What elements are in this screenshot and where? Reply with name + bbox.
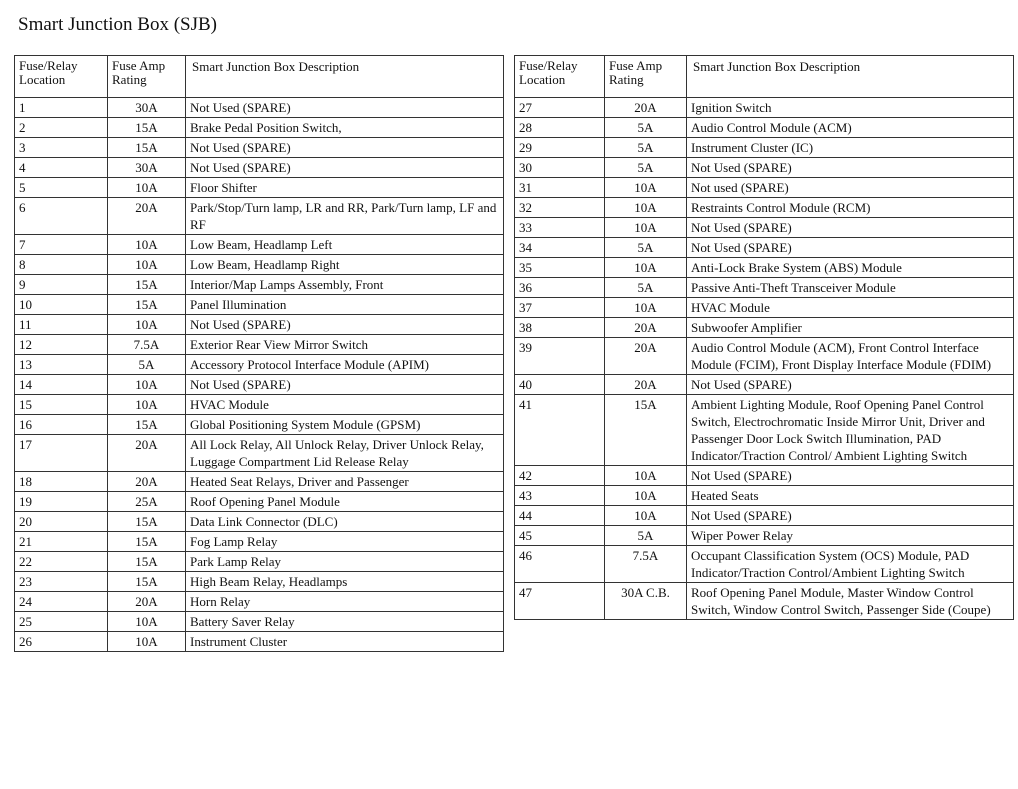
fuse-description-cell: Not Used (SPARE) xyxy=(687,218,1014,238)
fuse-description-cell: HVAC Module xyxy=(687,298,1014,318)
table-row xyxy=(15,632,504,652)
table-row xyxy=(515,526,1014,546)
fuse-description-cell: Not Used (SPARE) xyxy=(186,98,504,118)
fuse-description-cell: Roof Opening Panel Module xyxy=(186,492,504,512)
fuse-location-cell: 37 xyxy=(515,298,605,318)
fuse-location-cell: 17 xyxy=(15,435,108,472)
fuse-description-cell: Global Positioning System Module (GPSM) xyxy=(186,415,504,435)
fuse-location-cell: 44 xyxy=(515,506,605,526)
fuse-location-cell: 6 xyxy=(15,198,108,235)
description-header: Smart Junction Box Description xyxy=(186,56,504,98)
fuse-description-cell: HVAC Module xyxy=(186,395,504,415)
table-row xyxy=(515,466,1014,486)
fuse-description-cell: Exterior Rear View Mirror Switch xyxy=(186,335,504,355)
fuse-location-cell: 12 xyxy=(15,335,108,355)
fuse-rating-cell: 30A xyxy=(108,98,186,118)
fuse-description-cell: Panel Illumination xyxy=(186,295,504,315)
table-row xyxy=(515,546,1014,583)
table-row xyxy=(515,486,1014,506)
fuse-rating-cell: 10A xyxy=(108,395,186,415)
fuse-location-cell: 27 xyxy=(515,98,605,118)
table-row xyxy=(15,375,504,395)
table-row xyxy=(15,235,504,255)
fuse-rating-cell: 10A xyxy=(605,178,687,198)
fuse-description-cell: Not Used (SPARE) xyxy=(687,466,1014,486)
table-header-row xyxy=(515,56,1014,98)
fuse-rating-cell: 20A xyxy=(108,435,186,472)
fuse-rating-cell: 7.5A xyxy=(108,335,186,355)
table-row xyxy=(15,355,504,375)
fuse-description-cell: Not used (SPARE) xyxy=(687,178,1014,198)
fuse-description-cell: Audio Control Module (ACM) xyxy=(687,118,1014,138)
fuse-rating-cell: 10A xyxy=(605,198,687,218)
table-row xyxy=(515,318,1014,338)
rating-header: Fuse Amp Rating xyxy=(605,56,687,98)
fuse-rating-cell: 20A xyxy=(605,98,687,118)
fuse-rating-cell: 10A xyxy=(108,375,186,395)
fuse-description-cell: Heated Seat Relays, Driver and Passenger xyxy=(186,472,504,492)
fuse-description-cell: High Beam Relay, Headlamps xyxy=(186,572,504,592)
table-row xyxy=(15,295,504,315)
fuse-rating-cell: 10A xyxy=(108,632,186,652)
fuse-rating-cell: 15A xyxy=(108,512,186,532)
table-row xyxy=(15,532,504,552)
fuse-description-cell: Instrument Cluster (IC) xyxy=(687,138,1014,158)
fuse-rating-cell: 10A xyxy=(108,255,186,275)
rating-header: Fuse Amp Rating xyxy=(108,56,186,98)
fuse-location-cell: 3 xyxy=(15,138,108,158)
table-row xyxy=(15,158,504,178)
table-row xyxy=(515,158,1014,178)
table-row xyxy=(15,335,504,355)
fuse-rating-cell: 15A xyxy=(108,275,186,295)
table-row xyxy=(515,506,1014,526)
table-row xyxy=(515,258,1014,278)
fuse-description-cell: Accessory Protocol Interface Module (APIM) xyxy=(186,355,504,375)
fuse-description-cell: Interior/Map Lamps Assembly, Front xyxy=(186,275,504,295)
fuse-rating-cell: 15A xyxy=(605,395,687,466)
fuse-location-cell: 32 xyxy=(515,198,605,218)
table-row xyxy=(515,278,1014,298)
fuse-location-cell: 35 xyxy=(515,258,605,278)
fuse-location-cell: 18 xyxy=(15,472,108,492)
table-row xyxy=(15,435,504,472)
fuse-description-cell: Brake Pedal Position Switch, xyxy=(186,118,504,138)
fuse-description-cell: Low Beam, Headlamp Left xyxy=(186,235,504,255)
fuse-location-cell: 2 xyxy=(15,118,108,138)
fuse-rating-cell: 10A xyxy=(108,315,186,335)
table-row xyxy=(515,98,1014,118)
table-row xyxy=(515,178,1014,198)
description-header: Smart Junction Box Description xyxy=(687,56,1014,98)
table-row xyxy=(15,612,504,632)
fuse-description-cell: Park Lamp Relay xyxy=(186,552,504,572)
fuse-rating-cell: 20A xyxy=(108,592,186,612)
fuse-location-cell: 46 xyxy=(515,546,605,583)
table-row xyxy=(515,395,1014,466)
fuse-location-cell: 16 xyxy=(15,415,108,435)
fuse-rating-cell: 15A xyxy=(108,532,186,552)
fuse-table-left xyxy=(14,55,504,652)
fuse-location-cell: 14 xyxy=(15,375,108,395)
fuse-location-cell: 45 xyxy=(515,526,605,546)
fuse-description-cell: Subwoofer Amplifier xyxy=(687,318,1014,338)
fuse-description-cell: Not Used (SPARE) xyxy=(687,238,1014,258)
fuse-description-cell: Fog Lamp Relay xyxy=(186,532,504,552)
fuse-description-cell: Not Used (SPARE) xyxy=(687,506,1014,526)
location-header: Fuse/Relay Location xyxy=(515,56,605,98)
table-row xyxy=(515,338,1014,375)
fuse-description-cell: All Lock Relay, All Unlock Relay, Driver Unlock Relay, Luggage Compartment Lid Release Relay xyxy=(186,435,504,472)
fuse-rating-cell: 10A xyxy=(108,612,186,632)
fuse-location-cell: 23 xyxy=(15,572,108,592)
fuse-location-cell: 21 xyxy=(15,532,108,552)
fuse-description-cell: Ambient Lighting Module, Roof Opening Panel Control Switch, Electrochromatic Inside Mirror Unit, Driver and Passenger Door Lock Switch Illumination, PAD Indicator/Traction Control/ Ambient Lighting Switch xyxy=(687,395,1014,466)
table-row xyxy=(15,572,504,592)
table-row xyxy=(15,315,504,335)
fuse-rating-cell: 7.5A xyxy=(605,546,687,583)
fuse-rating-cell: 30A xyxy=(108,158,186,178)
fuse-rating-cell: 5A xyxy=(605,138,687,158)
fuse-rating-cell: 15A xyxy=(108,415,186,435)
table-row xyxy=(515,298,1014,318)
table-row xyxy=(515,238,1014,258)
table-row xyxy=(15,275,504,295)
table-row xyxy=(15,198,504,235)
fuse-description-cell: Wiper Power Relay xyxy=(687,526,1014,546)
fuse-location-cell: 34 xyxy=(515,238,605,258)
fuse-description-cell: Horn Relay xyxy=(186,592,504,612)
fuse-rating-cell: 5A xyxy=(605,278,687,298)
fuse-rating-cell: 10A xyxy=(605,486,687,506)
fuse-description-cell: Ignition Switch xyxy=(687,98,1014,118)
fuse-location-cell: 4 xyxy=(15,158,108,178)
fuse-location-cell: 36 xyxy=(515,278,605,298)
fuse-description-cell: Anti-Lock Brake System (ABS) Module xyxy=(687,258,1014,278)
fuse-description-cell: Floor Shifter xyxy=(186,178,504,198)
fuse-location-cell: 13 xyxy=(15,355,108,375)
fuse-location-cell: 30 xyxy=(515,158,605,178)
fuse-description-cell: Battery Saver Relay xyxy=(186,612,504,632)
table-row xyxy=(15,395,504,415)
fuse-rating-cell: 20A xyxy=(108,472,186,492)
fuse-rating-cell: 5A xyxy=(605,526,687,546)
fuse-location-cell: 31 xyxy=(515,178,605,198)
table-row xyxy=(15,512,504,532)
fuse-location-cell: 43 xyxy=(515,486,605,506)
fuse-location-cell: 1 xyxy=(15,98,108,118)
fuse-description-cell: Not Used (SPARE) xyxy=(186,375,504,395)
fuse-location-cell: 11 xyxy=(15,315,108,335)
fuse-rating-cell: 25A xyxy=(108,492,186,512)
table-row xyxy=(15,118,504,138)
fuse-location-cell: 20 xyxy=(15,512,108,532)
fuse-rating-cell: 10A xyxy=(605,506,687,526)
fuse-description-cell: Not Used (SPARE) xyxy=(186,138,504,158)
fuse-rating-cell: 10A xyxy=(605,466,687,486)
fuse-rating-cell: 20A xyxy=(108,198,186,235)
table-row xyxy=(15,472,504,492)
fuse-location-cell: 22 xyxy=(15,552,108,572)
table-row xyxy=(15,178,504,198)
fuse-description-cell: Not Used (SPARE) xyxy=(687,375,1014,395)
location-header: Fuse/Relay Location xyxy=(15,56,108,98)
page-title: Smart Junction Box (SJB) xyxy=(18,14,217,35)
table-row xyxy=(15,592,504,612)
fuse-description-cell: Not Used (SPARE) xyxy=(186,315,504,335)
fuse-description-cell: Not Used (SPARE) xyxy=(687,158,1014,178)
fuse-location-cell: 29 xyxy=(515,138,605,158)
table-row xyxy=(515,138,1014,158)
fuse-location-cell: 24 xyxy=(15,592,108,612)
fuse-table-right xyxy=(514,55,1014,620)
fuse-description-cell: Passive Anti-Theft Transceiver Module xyxy=(687,278,1014,298)
fuse-rating-cell: 10A xyxy=(605,258,687,278)
fuse-location-cell: 42 xyxy=(515,466,605,486)
fuse-description-cell: Data Link Connector (DLC) xyxy=(186,512,504,532)
fuse-description-cell: Occupant Classification System (OCS) Module, PAD Indicator/Traction Control/Ambient Lighting Switch xyxy=(687,546,1014,583)
fuse-location-cell: 15 xyxy=(15,395,108,415)
fuse-location-cell: 19 xyxy=(15,492,108,512)
fuse-rating-cell: 20A xyxy=(605,318,687,338)
fuse-rating-cell: 20A xyxy=(605,338,687,375)
table-row xyxy=(15,98,504,118)
fuse-rating-cell: 10A xyxy=(108,235,186,255)
fuse-location-cell: 10 xyxy=(15,295,108,315)
fuse-location-cell: 9 xyxy=(15,275,108,295)
fuse-rating-cell: 15A xyxy=(108,138,186,158)
fuse-rating-cell: 5A xyxy=(605,158,687,178)
fuse-location-cell: 28 xyxy=(515,118,605,138)
table-row xyxy=(515,218,1014,238)
fuse-rating-cell: 10A xyxy=(605,218,687,238)
table-header-row xyxy=(15,56,504,98)
fuse-rating-cell: 5A xyxy=(605,238,687,258)
fuse-description-cell: Low Beam, Headlamp Right xyxy=(186,255,504,275)
fuse-rating-cell: 5A xyxy=(108,355,186,375)
table-row xyxy=(15,492,504,512)
table-row xyxy=(515,198,1014,218)
fuse-location-cell: 5 xyxy=(15,178,108,198)
table-row xyxy=(15,552,504,572)
fuse-location-cell: 38 xyxy=(515,318,605,338)
fuse-rating-cell: 15A xyxy=(108,572,186,592)
fuse-location-cell: 47 xyxy=(515,583,605,620)
fuse-location-cell: 8 xyxy=(15,255,108,275)
fuse-rating-cell: 15A xyxy=(108,552,186,572)
fuse-location-cell: 39 xyxy=(515,338,605,375)
table-row xyxy=(15,138,504,158)
fuse-rating-cell: 10A xyxy=(108,178,186,198)
fuse-location-cell: 25 xyxy=(15,612,108,632)
fuse-rating-cell: 10A xyxy=(605,298,687,318)
fuse-description-cell: Restraints Control Module (RCM) xyxy=(687,198,1014,218)
fuse-rating-cell: 15A xyxy=(108,118,186,138)
fuse-location-cell: 7 xyxy=(15,235,108,255)
fuse-description-cell: Heated Seats xyxy=(687,486,1014,506)
fuse-rating-cell: 30A C.B. xyxy=(605,583,687,620)
table-row xyxy=(515,583,1014,620)
fuse-description-cell: Audio Control Module (ACM), Front Control Interface Module (FCIM), Front Display Interface Module (FDIM) xyxy=(687,338,1014,375)
table-row xyxy=(15,415,504,435)
fuse-description-cell: Park/Stop/Turn lamp, LR and RR, Park/Turn lamp, LF and RF xyxy=(186,198,504,235)
fuse-rating-cell: 15A xyxy=(108,295,186,315)
fuse-rating-cell: 20A xyxy=(605,375,687,395)
table-row xyxy=(15,255,504,275)
fuse-description-cell: Not Used (SPARE) xyxy=(186,158,504,178)
fuse-description-cell: Roof Opening Panel Module, Master Window Control Switch, Window Control Switch, Passenger Side (Coupe) xyxy=(687,583,1014,620)
fuse-location-cell: 40 xyxy=(515,375,605,395)
fuse-location-cell: 26 xyxy=(15,632,108,652)
table-row xyxy=(515,118,1014,138)
fuse-rating-cell: 5A xyxy=(605,118,687,138)
fuse-description-cell: Instrument Cluster xyxy=(186,632,504,652)
table-row xyxy=(515,375,1014,395)
fuse-location-cell: 41 xyxy=(515,395,605,466)
fuse-location-cell: 33 xyxy=(515,218,605,238)
